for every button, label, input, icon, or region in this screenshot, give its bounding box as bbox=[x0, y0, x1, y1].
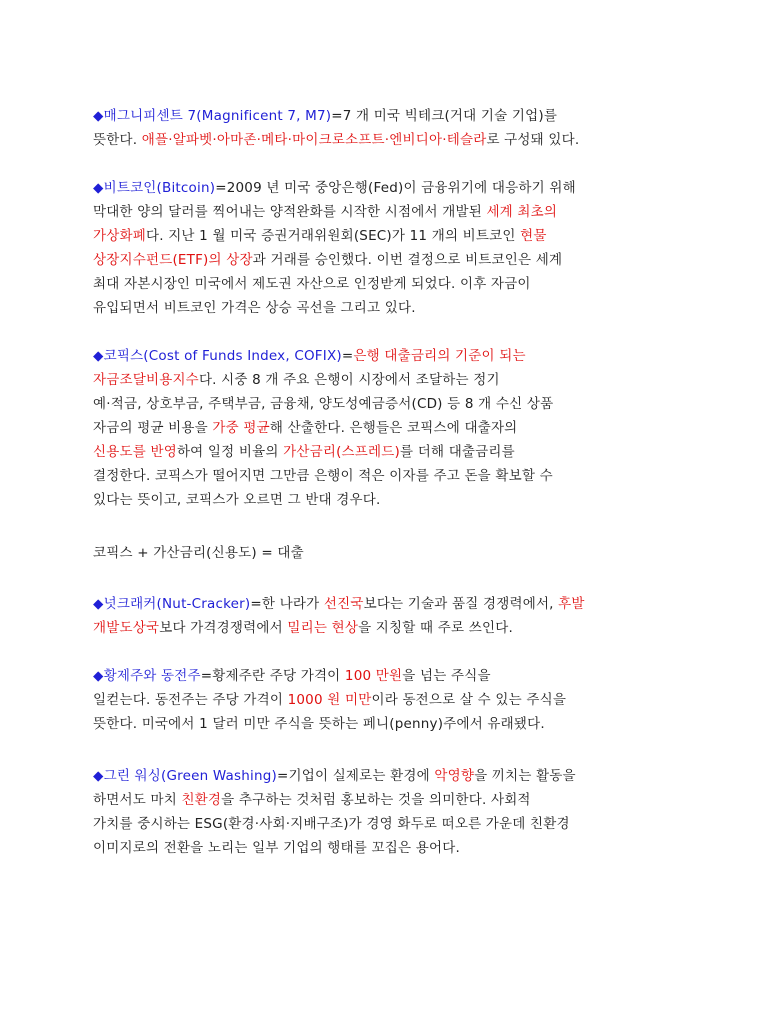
text-line bbox=[93, 392, 693, 416]
text-line bbox=[93, 128, 693, 152]
body-text: 다. 지난 1 월 미국 증권거래위원회(SEC)가 11 개의 비트코인 bbox=[145, 228, 521, 244]
text-line bbox=[93, 104, 693, 128]
highlighted-text: 친환경 bbox=[181, 792, 222, 808]
text-line bbox=[93, 764, 693, 788]
body-text: =7 개 미국 빅테크(거대 기술 기업)를 bbox=[331, 108, 558, 124]
body-text: 뜻한다. bbox=[93, 132, 142, 148]
text-line bbox=[93, 688, 693, 712]
text-line bbox=[93, 224, 693, 248]
text-line bbox=[93, 200, 693, 224]
highlighted-text: 가중 평균 bbox=[212, 420, 270, 436]
highlighted-text: 상장지수펀드(ETF)의 상장 bbox=[93, 252, 253, 268]
highlighted-text: 밀리는 현상 bbox=[287, 620, 359, 636]
text-line bbox=[93, 296, 693, 320]
body-text: =기업이 실제로는 환경에 bbox=[276, 768, 435, 784]
body-text: 를 더해 대출금리를 bbox=[399, 444, 515, 460]
body-text: =황제주란 주당 가격이 bbox=[200, 668, 345, 684]
text-line bbox=[93, 344, 693, 368]
body-text: 유입되면서 비트코인 가격은 상승 곡선을 그리고 있다. bbox=[93, 300, 416, 316]
text-line bbox=[93, 664, 693, 688]
body-text: 하면서도 마치 bbox=[93, 792, 182, 808]
glossary-entry-green-washing bbox=[93, 764, 693, 860]
body-text: =한 나라가 bbox=[250, 596, 324, 612]
term-title: ◆황제주와 동전주 bbox=[93, 668, 201, 684]
body-text: 있다는 뜻이고, 코픽스가 오르면 그 반대 경우다. bbox=[93, 492, 381, 508]
text-line bbox=[93, 272, 693, 296]
term-title: ◆매그니피센트 7(Magnificent 7, M7) bbox=[93, 108, 332, 124]
body-text: 보다는 기술과 품질 경쟁력에서, bbox=[363, 596, 559, 612]
highlighted-text: 은행 대출금리의 기준이 되는 bbox=[353, 348, 526, 364]
glossary-entry-bitcoin bbox=[93, 176, 693, 320]
text-line bbox=[93, 176, 693, 200]
body-text: 예·적금, 상호부금, 주택부금, 금융채, 양도성예금증서(CD) 등 8 개 수신 상품 bbox=[93, 396, 554, 412]
body-text: 이미지로의 전환을 노리는 일부 기업의 행태를 꼬집은 용어다. bbox=[93, 840, 460, 856]
body-text: 일컫는다. 동전주는 주당 가격이 bbox=[93, 692, 288, 708]
body-text: 결정한다. 코픽스가 떨어지면 그만큼 은행이 적은 이자를 주고 돈을 확보할 수 bbox=[93, 468, 553, 484]
text-line bbox=[93, 836, 693, 860]
highlighted-text: 세계 최초의 bbox=[486, 204, 558, 220]
body-text: 최대 자본시장인 미국에서 제도권 자산으로 인정받게 되었다. 이후 자금이 bbox=[93, 276, 531, 292]
highlighted-text: 100 만원 bbox=[344, 668, 403, 684]
body-text: 을 넘는 주식을 bbox=[402, 668, 491, 684]
highlighted-text: 신용도를 반영 bbox=[93, 444, 177, 460]
body-text: = bbox=[341, 348, 354, 364]
body-text: 로 구성돼 있다. bbox=[486, 132, 580, 148]
highlighted-text: 선진국 bbox=[323, 596, 364, 612]
text-line bbox=[93, 248, 693, 272]
body-text: 하여 일정 비율의 bbox=[176, 444, 284, 460]
term-title: ◆코픽스(Cost of Funds Index, COFIX) bbox=[93, 348, 342, 364]
text-line bbox=[93, 416, 693, 440]
text-line bbox=[93, 541, 693, 565]
body-text: 과 거래를 승인했다. 이번 결정으로 비트코인은 세계 bbox=[252, 252, 563, 268]
text-line bbox=[93, 788, 693, 812]
body-text: 코픽스 + 가산금리(신용도) = 대출 bbox=[93, 545, 304, 561]
highlighted-text: 애플·알파벳·아마존·메타·마이크로소프트·엔비디아·테슬라 bbox=[141, 132, 487, 148]
highlighted-text: 자금조달비용지수 bbox=[93, 372, 199, 388]
body-text: 자금의 평균 비용을 bbox=[93, 420, 213, 436]
highlighted-text: 후발 bbox=[558, 596, 585, 612]
body-text: 뜻한다. 미국에서 1 달러 미만 주식을 뜻하는 페니(penny)주에서 유래됐다. bbox=[93, 716, 545, 732]
highlighted-text: 가상화폐 bbox=[93, 228, 146, 244]
cofix-formula bbox=[93, 541, 693, 565]
body-text: 가치를 중시하는 ESG(환경·사회·지배구조)가 경영 화두로 떠오른 가운데 친환경 bbox=[93, 816, 570, 832]
text-line bbox=[93, 488, 693, 512]
highlighted-text: 1000 원 미만 bbox=[287, 692, 372, 708]
body-text: 을 지칭할 때 주로 쓰인다. bbox=[358, 620, 513, 636]
glossary-entry-emperor-and-penny-stocks bbox=[93, 664, 693, 736]
body-text: 보다 가격경쟁력에서 bbox=[159, 620, 288, 636]
body-text: 해 산출한다. 은행들은 코픽스에 대출자의 bbox=[269, 420, 518, 436]
body-text: 을 추구하는 것처럼 홍보하는 것을 의미한다. 사회적 bbox=[221, 792, 531, 808]
highlighted-text: 현물 bbox=[520, 228, 547, 244]
glossary-entry-magnificent-7 bbox=[93, 104, 693, 152]
term-title: ◆넛크래커(Nut-Cracker) bbox=[93, 596, 251, 612]
body-text: =2009 년 미국 중앙은행(Fed)이 금융위기에 대응하기 위해 bbox=[215, 180, 576, 196]
text-line bbox=[93, 464, 693, 488]
body-text: 이라 동전으로 살 수 있는 주식을 bbox=[371, 692, 567, 708]
text-line bbox=[93, 368, 693, 392]
text-line bbox=[93, 812, 693, 836]
highlighted-text: 가산금리(스프레드) bbox=[283, 444, 400, 460]
text-line bbox=[93, 712, 693, 736]
body-text: 을 끼치는 활동을 bbox=[474, 768, 576, 784]
glossary-entry-cofix bbox=[93, 344, 693, 512]
highlighted-text: 개발도상국 bbox=[93, 620, 160, 636]
body-text: 막대한 양의 달러를 찍어내는 양적완화를 시작한 시점에서 개발된 bbox=[93, 204, 487, 220]
text-line bbox=[93, 592, 693, 616]
body-text: 다. 시중 8 개 주요 은행이 시장에서 조달하는 정기 bbox=[198, 372, 500, 388]
term-title: ◆비트코인(Bitcoin) bbox=[93, 180, 216, 196]
text-line bbox=[93, 440, 693, 464]
term-title: ◆그린 워싱(Green Washing) bbox=[93, 768, 277, 784]
glossary-entry-nut-cracker bbox=[93, 592, 693, 640]
text-line bbox=[93, 616, 693, 640]
highlighted-text: 악영향 bbox=[434, 768, 475, 784]
